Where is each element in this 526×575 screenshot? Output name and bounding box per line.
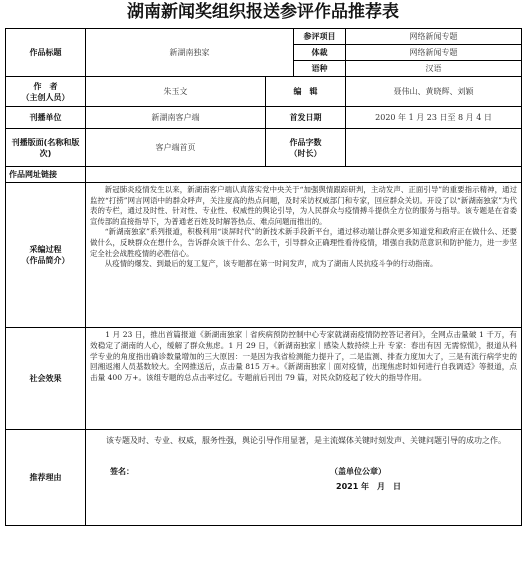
intro-label: 采编过程 （作品简介） [6, 183, 86, 328]
work-title-label: 作品标题 [6, 29, 86, 77]
date-row [90, 481, 517, 492]
stamp-label: （盖单位公章） [330, 467, 386, 476]
recommendation-form [5, 28, 522, 526]
url-value[interactable] [86, 167, 522, 183]
url-label: 作品网址链接 [6, 167, 86, 183]
page-title: 湖南新闻奖组织报送参评作品推荐表 [127, 2, 399, 22]
reason-cell [86, 430, 522, 526]
intro-paragraph-1: 新冠肺炎疫情发生以来，新湖南客户端认真落实党中央关于“加强舆情跟踪研判，主动发声、正面引导”的重要指示精神，通过监控“打捞”网言网语中的群众呼声，关注度高的热点问题，及时采访权威部门和专家，回应群众关切。开设了以“新湖南独家”为代表的专栏，通过及时性、针对性、专业性、权威性的舆论引导，为人民群众与疫情搏斗提供全方位的服务与指导。该专题是在省委宣传部的直接指导下，为普通老百姓及时解答热点、难点问题而推出的。 [90, 185, 517, 226]
category-label: 参评项目 [294, 29, 346, 45]
publisher-label: 刊播单位 [6, 107, 86, 129]
intro-paragraph-3: 从疫情的爆发、到最后的复工复产，该专题都在第一时间发声，成为了湖南人民抗疫斗争的行动指南。 [104, 259, 438, 269]
work-title-value: 新湖南独家 [86, 29, 294, 77]
effect-cell [86, 328, 522, 430]
effect-paragraph: 1 月 23 日，推出首篇报道《新湖南独家｜省疾病预防控制中心专家就湖南疫情防控答记者问》，全网点击量破 1 千万，有效稳定了湖南的人心，缓解了群众焦虑。1 月 29 日，《新湖南独家｜感染人数持续上升 专家：春出有因 无需惊慌》，报道从科学专业的角度指出确诊数量增加的三大原因：一是因为我省检测能力提升了，二是监测、排查力度加大了，三是有流行病学史的回湘返湘人员基数较大。全网推送后，点击量 815 万+。《新湖南独家｜面对疫情，出现焦虑时如何进行自我调适》等报道，点击量 400 万+。该组专题的总点击率过亿。专题前后刊出 79 篇，对民众防疫起了较大的指导作用。 [90, 330, 517, 383]
first-pub-value: 2020 年 1 月 23 日至 8 月 4 日 [346, 107, 522, 129]
author-value: 朱玉文 [86, 77, 266, 107]
signature-row [90, 466, 517, 477]
layout-label: 刊播版面(名称和版次) [6, 129, 86, 167]
editor-value: 聂伟山、黄晓辉、刘颖 [346, 77, 522, 107]
date-label: 2021 年 月 日 [336, 482, 402, 491]
publisher-value: 新湖南客户端 [86, 107, 266, 129]
genre-value: 网络新闻专题 [346, 45, 522, 61]
editor-label: 编 辑 [266, 77, 346, 107]
category-value: 网络新闻专题 [346, 29, 522, 45]
intro-cell [86, 183, 522, 328]
genre-label: 体裁 [294, 45, 346, 61]
language-label: 语种 [294, 61, 346, 77]
reason-label: 推荐理由 [6, 430, 86, 526]
sign-label: 签名： [110, 467, 134, 476]
word-count-value [346, 129, 522, 167]
intro-paragraph-2: “新湖南独家”系列报道，积极利用“谈屏时代”的新技术新手段新平台，通过移动端让群众更多知道党和政府正在做什么、还要做什么，反映群众在想什么，告诉群众该干什么、怎么干，引导群众正确理性看待疫情，增强自我防范意识和防护能力，进一步坚定全社会战胜疫情的必胜信心。 [90, 227, 517, 258]
effect-label: 社会效果 [6, 328, 86, 430]
reason-paragraph: 该专题及时、专业、权威，服务性强，舆论引导作用显著，是主流媒体关键时刻发声、关键问题引导的成功之作。 [106, 436, 506, 445]
word-count-label: 作品字数 （时长） [266, 129, 346, 167]
first-pub-label: 首发日期 [266, 107, 346, 129]
author-label: 作 者 （主创人员） [6, 77, 86, 107]
language-value: 汉语 [346, 61, 522, 77]
layout-value: 客户端首页 [86, 129, 266, 167]
